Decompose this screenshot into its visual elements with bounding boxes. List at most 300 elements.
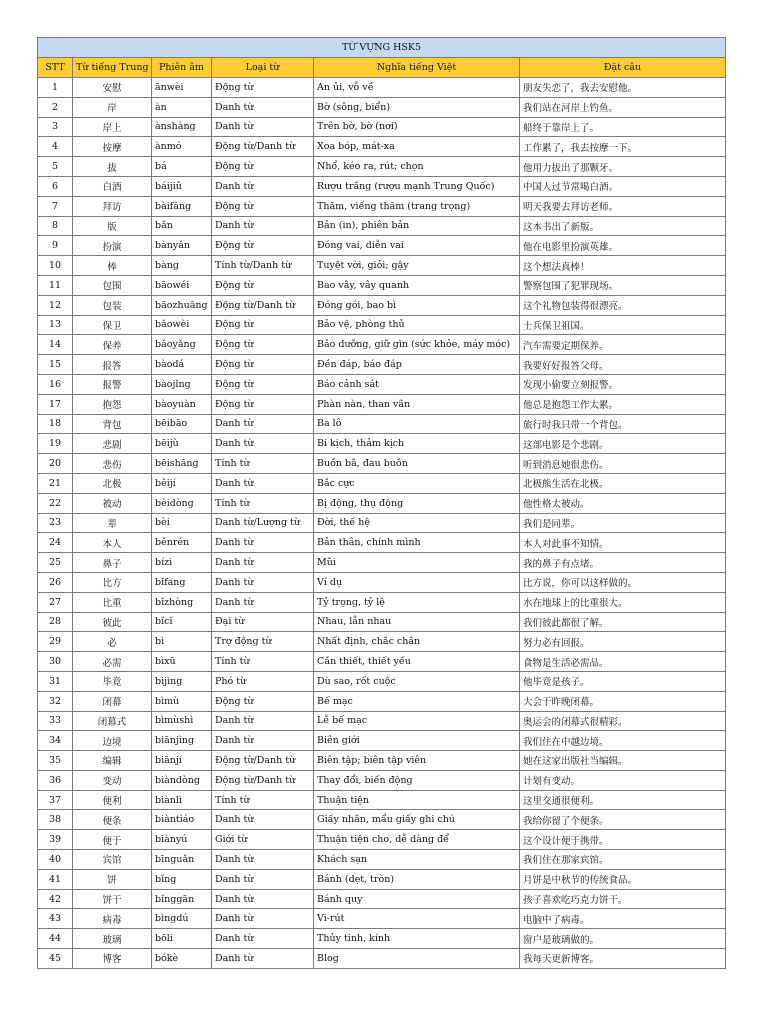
cell-example-sentence: 我要好好报答父母。 <box>520 355 726 375</box>
cell-chinese-word: 比方 <box>73 572 152 592</box>
cell-stt: 16 <box>38 374 73 394</box>
cell-chinese-word: 棒 <box>73 256 152 276</box>
cell-pinyin: běnrén <box>152 533 212 553</box>
cell-word-type: Tính từ <box>212 493 314 513</box>
cell-word-type: Động từ <box>212 355 314 375</box>
cell-vietnamese-meaning: Bảo dưỡng, giữ gìn (sức khỏe, máy móc) <box>314 335 520 355</box>
cell-stt: 39 <box>38 830 73 850</box>
cell-word-type: Danh từ/Lượng từ <box>212 513 314 533</box>
cell-chinese-word: 扮演 <box>73 236 152 256</box>
cell-example-sentence: 计划有变动。 <box>520 770 726 790</box>
cell-pinyin: ànmó <box>152 137 212 157</box>
cell-example-sentence: 他用力拔出了那颗牙。 <box>520 157 726 177</box>
cell-chinese-word: 白酒 <box>73 176 152 196</box>
cell-stt: 12 <box>38 295 73 315</box>
cell-vietnamese-meaning: Thuận tiện <box>314 790 520 810</box>
cell-word-type: Động từ <box>212 394 314 414</box>
cell-vietnamese-meaning: Nhổ, kéo ra, rút; chọn <box>314 157 520 177</box>
cell-stt: 45 <box>38 949 73 969</box>
table-row <box>38 652 726 672</box>
cell-pinyin: bàng <box>152 256 212 276</box>
table-row <box>38 236 726 256</box>
cell-vietnamese-meaning: Đóng vai, diễn vai <box>314 236 520 256</box>
cell-vietnamese-meaning: Nhau, lẫn nhau <box>314 612 520 632</box>
cell-word-type: Động từ <box>212 315 314 335</box>
cell-word-type: Danh từ <box>212 533 314 553</box>
cell-pinyin: bāowéi <box>152 275 212 295</box>
table-row <box>38 751 726 771</box>
cell-pinyin: bàoyuàn <box>152 394 212 414</box>
cell-vietnamese-meaning: Biên giới <box>314 731 520 751</box>
cell-stt: 5 <box>38 157 73 177</box>
cell-word-type: Tính từ <box>212 790 314 810</box>
cell-word-type: Động từ <box>212 691 314 711</box>
cell-vietnamese-meaning: Dù sao, rốt cuộc <box>314 671 520 691</box>
cell-example-sentence: 船终于靠岸上了。 <box>520 117 726 137</box>
cell-pinyin: bànyǎn <box>152 236 212 256</box>
cell-word-type: Phó từ <box>212 671 314 691</box>
cell-example-sentence: 我们住在那家宾馆。 <box>520 850 726 870</box>
cell-pinyin: bǎowèi <box>152 315 212 335</box>
header-word-type: Loại từ <box>212 58 314 78</box>
cell-vietnamese-meaning: Bản thân, chính mình <box>314 533 520 553</box>
cell-chinese-word: 便利 <box>73 790 152 810</box>
cell-pinyin: bì <box>152 632 212 652</box>
cell-vietnamese-meaning: Ví dụ <box>314 572 520 592</box>
cell-vietnamese-meaning: Vi-rút <box>314 909 520 929</box>
cell-vietnamese-meaning: Biên tập; biên tập viên <box>314 751 520 771</box>
cell-stt: 38 <box>38 810 73 830</box>
cell-stt: 1 <box>38 78 73 98</box>
cell-vietnamese-meaning: Cần thiết, thiết yếu <box>314 652 520 672</box>
header-chinese-word: Từ tiếng Trung <box>73 58 152 78</box>
cell-vietnamese-meaning: Phàn nàn, than vãn <box>314 394 520 414</box>
table-row <box>38 117 726 137</box>
cell-chinese-word: 按摩 <box>73 137 152 157</box>
cell-chinese-word: 拜访 <box>73 196 152 216</box>
cell-example-sentence: 她在这家出版社当编辑。 <box>520 751 726 771</box>
cell-pinyin: bìmù <box>152 691 212 711</box>
cell-stt: 4 <box>38 137 73 157</box>
table-row <box>38 731 726 751</box>
table-row <box>38 414 726 434</box>
cell-word-type: Động từ <box>212 236 314 256</box>
cell-stt: 27 <box>38 592 73 612</box>
cell-chinese-word: 辈 <box>73 513 152 533</box>
header-example-sentence: Đặt câu <box>520 58 726 78</box>
table-row <box>38 889 726 909</box>
cell-vietnamese-meaning: Đời, thế hệ <box>314 513 520 533</box>
cell-word-type: Danh từ <box>212 117 314 137</box>
cell-word-type: Danh từ <box>212 731 314 751</box>
cell-stt: 15 <box>38 355 73 375</box>
cell-chinese-word: 边境 <box>73 731 152 751</box>
cell-stt: 22 <box>38 493 73 513</box>
cell-vietnamese-meaning: Thăm, viếng thăm (trang trọng) <box>314 196 520 216</box>
cell-example-sentence: 食物是生活必需品。 <box>520 652 726 672</box>
vocabulary-table <box>37 37 726 969</box>
cell-stt: 10 <box>38 256 73 276</box>
cell-pinyin: ànshàng <box>152 117 212 137</box>
cell-word-type: Động từ <box>212 275 314 295</box>
cell-example-sentence: 警察包围了犯罪现场。 <box>520 275 726 295</box>
cell-example-sentence: 他毕竟是孩子。 <box>520 671 726 691</box>
table-row <box>38 315 726 335</box>
cell-chinese-word: 拔 <box>73 157 152 177</box>
cell-example-sentence: 努力必有回报。 <box>520 632 726 652</box>
cell-word-type: Động từ/Danh từ <box>212 137 314 157</box>
cell-pinyin: biānjí <box>152 751 212 771</box>
cell-word-type: Danh từ <box>212 414 314 434</box>
cell-word-type: Danh từ <box>212 176 314 196</box>
table-row <box>38 850 726 870</box>
cell-stt: 43 <box>38 909 73 929</box>
cell-stt: 40 <box>38 850 73 870</box>
cell-example-sentence: 我的鼻子有点堵。 <box>520 553 726 573</box>
cell-chinese-word: 宾馆 <box>73 850 152 870</box>
cell-stt: 17 <box>38 394 73 414</box>
cell-stt: 29 <box>38 632 73 652</box>
cell-pinyin: bìngdú <box>152 909 212 929</box>
cell-pinyin: bìxū <box>152 652 212 672</box>
table-row <box>38 256 726 276</box>
cell-vietnamese-meaning: Lễ bế mạc <box>314 711 520 731</box>
table-row <box>38 632 726 652</box>
cell-stt: 42 <box>38 889 73 909</box>
cell-chinese-word: 必需 <box>73 652 152 672</box>
cell-chinese-word: 被动 <box>73 493 152 513</box>
cell-pinyin: bǐzhòng <box>152 592 212 612</box>
cell-vietnamese-meaning: Bi kịch, thảm kịch <box>314 434 520 454</box>
cell-pinyin: bēishāng <box>152 454 212 474</box>
cell-word-type: Động từ/Danh từ <box>212 770 314 790</box>
cell-example-sentence: 比方说，你可以这样做的。 <box>520 572 726 592</box>
cell-vietnamese-meaning: Bị động, thụ động <box>314 493 520 513</box>
table-title: TỪ VỰNG HSK5 <box>38 38 726 58</box>
table-row <box>38 335 726 355</box>
cell-stt: 41 <box>38 869 73 889</box>
cell-vietnamese-meaning: Blog <box>314 949 520 969</box>
cell-vietnamese-meaning: Bế mạc <box>314 691 520 711</box>
table-row <box>38 572 726 592</box>
cell-chinese-word: 闭幕 <box>73 691 152 711</box>
cell-example-sentence: 这个设计便于携带。 <box>520 830 726 850</box>
cell-chinese-word: 悲伤 <box>73 454 152 474</box>
cell-example-sentence: 大会于昨晚闭幕。 <box>520 691 726 711</box>
cell-vietnamese-meaning: Buồn bã, đau buồn <box>314 454 520 474</box>
table-row <box>38 295 726 315</box>
cell-stt: 23 <box>38 513 73 533</box>
cell-vietnamese-meaning: Thủy tinh, kính <box>314 929 520 949</box>
cell-pinyin: bàodá <box>152 355 212 375</box>
table-row <box>38 355 726 375</box>
cell-pinyin: běijí <box>152 473 212 493</box>
cell-chinese-word: 病毒 <box>73 909 152 929</box>
cell-word-type: Danh từ <box>212 869 314 889</box>
table-row <box>38 790 726 810</box>
cell-word-type: Danh từ <box>212 889 314 909</box>
cell-chinese-word: 保卫 <box>73 315 152 335</box>
cell-chinese-word: 闭幕式 <box>73 711 152 731</box>
cell-chinese-word: 版 <box>73 216 152 236</box>
table-body <box>38 78 726 969</box>
cell-example-sentence: 孩子喜欢吃巧克力饼干。 <box>520 889 726 909</box>
cell-pinyin: biàntiáo <box>152 810 212 830</box>
cell-word-type: Giới từ <box>212 830 314 850</box>
cell-vietnamese-meaning: Bắc cực <box>314 473 520 493</box>
cell-example-sentence: 我们是同辈。 <box>520 513 726 533</box>
table-row <box>38 97 726 117</box>
cell-word-type: Danh từ <box>212 909 314 929</box>
cell-example-sentence: 这个想法真棒！ <box>520 256 726 276</box>
cell-pinyin: bìmùshì <box>152 711 212 731</box>
cell-chinese-word: 便于 <box>73 830 152 850</box>
cell-vietnamese-meaning: Thay đổi, biến động <box>314 770 520 790</box>
cell-pinyin: bǎoyǎng <box>152 335 212 355</box>
cell-vietnamese-meaning: Trên bờ, bờ (nơi) <box>314 117 520 137</box>
cell-stt: 21 <box>38 473 73 493</box>
cell-pinyin: bīnguǎn <box>152 850 212 870</box>
cell-pinyin: bèi <box>152 513 212 533</box>
cell-example-sentence: 我们站在河岸上钓鱼。 <box>520 97 726 117</box>
table-row <box>38 869 726 889</box>
cell-chinese-word: 抱怨 <box>73 394 152 414</box>
cell-pinyin: bìjìng <box>152 671 212 691</box>
cell-vietnamese-meaning: Mũi <box>314 553 520 573</box>
cell-example-sentence: 本人对此事不知情。 <box>520 533 726 553</box>
cell-example-sentence: 旅行时我只带一个背包。 <box>520 414 726 434</box>
cell-pinyin: biānjìng <box>152 731 212 751</box>
cell-word-type: Danh từ <box>212 592 314 612</box>
cell-vietnamese-meaning: Bánh (dẹt, tròn) <box>314 869 520 889</box>
cell-vietnamese-meaning: Giấy nhắn, mẩu giấy ghi chú <box>314 810 520 830</box>
cell-vietnamese-meaning: Bảo vệ, phòng thủ <box>314 315 520 335</box>
table-row <box>38 216 726 236</box>
cell-pinyin: bēijù <box>152 434 212 454</box>
table-row <box>38 157 726 177</box>
cell-stt: 13 <box>38 315 73 335</box>
cell-stt: 14 <box>38 335 73 355</box>
cell-word-type: Danh từ <box>212 97 314 117</box>
table-row <box>38 929 726 949</box>
cell-word-type: Danh từ <box>212 473 314 493</box>
cell-example-sentence: 窗户是玻璃做的。 <box>520 929 726 949</box>
table-row <box>38 553 726 573</box>
cell-pinyin: bèidòng <box>152 493 212 513</box>
cell-vietnamese-meaning: Bản (in), phiên bản <box>314 216 520 236</box>
cell-stt: 34 <box>38 731 73 751</box>
cell-word-type: Danh từ <box>212 216 314 236</box>
cell-example-sentence: 这本书出了新版。 <box>520 216 726 236</box>
header-vietnamese-meaning: Nghĩa tiếng Việt <box>314 58 520 78</box>
table-row <box>38 137 726 157</box>
cell-stt: 30 <box>38 652 73 672</box>
table-row <box>38 394 726 414</box>
cell-chinese-word: 便条 <box>73 810 152 830</box>
cell-example-sentence: 士兵保卫祖国。 <box>520 315 726 335</box>
cell-stt: 8 <box>38 216 73 236</box>
cell-word-type: Động từ/Danh từ <box>212 751 314 771</box>
cell-vietnamese-meaning: Đền đáp, báo đáp <box>314 355 520 375</box>
cell-stt: 2 <box>38 97 73 117</box>
cell-word-type: Danh từ <box>212 711 314 731</box>
cell-pinyin: biànyú <box>152 830 212 850</box>
cell-word-type: Đại từ <box>212 612 314 632</box>
cell-stt: 3 <box>38 117 73 137</box>
cell-pinyin: bǐnggān <box>152 889 212 909</box>
cell-pinyin: báijiǔ <box>152 176 212 196</box>
table-row <box>38 473 726 493</box>
cell-example-sentence: 这里交通很便利。 <box>520 790 726 810</box>
cell-example-sentence: 听到消息她很悲伤。 <box>520 454 726 474</box>
cell-example-sentence: 奥运会的闭幕式很精彩。 <box>520 711 726 731</box>
cell-pinyin: bá <box>152 157 212 177</box>
cell-stt: 26 <box>38 572 73 592</box>
cell-vietnamese-meaning: Rượu trắng (rượu mạnh Trung Quốc) <box>314 176 520 196</box>
cell-example-sentence: 我给你留了个便条。 <box>520 810 726 830</box>
cell-stt: 31 <box>38 671 73 691</box>
table-row <box>38 275 726 295</box>
cell-vietnamese-meaning: Nhất định, chắc chắn <box>314 632 520 652</box>
cell-word-type: Trợ động từ <box>212 632 314 652</box>
cell-word-type: Danh từ <box>212 949 314 969</box>
cell-pinyin: bàifǎng <box>152 196 212 216</box>
table-row <box>38 434 726 454</box>
table-row <box>38 612 726 632</box>
table-row <box>38 830 726 850</box>
cell-pinyin: bízi <box>152 553 212 573</box>
cell-chinese-word: 保养 <box>73 335 152 355</box>
cell-example-sentence: 明天我要去拜访老师。 <box>520 196 726 216</box>
cell-stt: 33 <box>38 711 73 731</box>
cell-stt: 44 <box>38 929 73 949</box>
header-pinyin: Phiên âm <box>152 58 212 78</box>
cell-word-type: Động từ <box>212 78 314 98</box>
cell-pinyin: biànlì <box>152 790 212 810</box>
cell-stt: 9 <box>38 236 73 256</box>
cell-word-type: Danh từ <box>212 553 314 573</box>
cell-pinyin: bāozhuāng <box>152 295 212 315</box>
cell-vietnamese-meaning: Báo cảnh sát <box>314 374 520 394</box>
cell-chinese-word: 本人 <box>73 533 152 553</box>
cell-word-type: Danh từ <box>212 850 314 870</box>
table-row <box>38 493 726 513</box>
cell-chinese-word: 博客 <box>73 949 152 969</box>
cell-chinese-word: 鼻子 <box>73 553 152 573</box>
cell-pinyin: bǐng <box>152 869 212 889</box>
cell-chinese-word: 比重 <box>73 592 152 612</box>
cell-chinese-word: 安慰 <box>73 78 152 98</box>
cell-example-sentence: 这个礼物包装得很漂亮。 <box>520 295 726 315</box>
cell-example-sentence: 工作累了，我去按摩一下。 <box>520 137 726 157</box>
cell-vietnamese-meaning: Tuyệt vời, giỏi; gậy <box>314 256 520 276</box>
header-row <box>38 58 726 78</box>
cell-pinyin: bǐfang <box>152 572 212 592</box>
cell-word-type: Tính từ/Danh từ <box>212 256 314 276</box>
cell-vietnamese-meaning: Đóng gói, bao bì <box>314 295 520 315</box>
cell-example-sentence: 他总是抱怨工作太累。 <box>520 394 726 414</box>
table-row <box>38 374 726 394</box>
table-row <box>38 78 726 98</box>
cell-stt: 19 <box>38 434 73 454</box>
table-row <box>38 909 726 929</box>
cell-stt: 35 <box>38 751 73 771</box>
table-row <box>38 592 726 612</box>
cell-word-type: Động từ/Danh từ <box>212 295 314 315</box>
cell-example-sentence: 电脑中了病毒。 <box>520 909 726 929</box>
cell-stt: 25 <box>38 553 73 573</box>
cell-vietnamese-meaning: An ủi, vỗ về <box>314 78 520 98</box>
cell-word-type: Danh từ <box>212 572 314 592</box>
cell-stt: 7 <box>38 196 73 216</box>
cell-stt: 6 <box>38 176 73 196</box>
cell-example-sentence: 这部电影是个悲剧。 <box>520 434 726 454</box>
cell-stt: 37 <box>38 790 73 810</box>
cell-stt: 36 <box>38 770 73 790</box>
cell-pinyin: ānwèi <box>152 78 212 98</box>
cell-chinese-word: 包围 <box>73 275 152 295</box>
cell-word-type: Danh từ <box>212 434 314 454</box>
cell-chinese-word: 必 <box>73 632 152 652</box>
cell-stt: 20 <box>38 454 73 474</box>
cell-chinese-word: 变动 <box>73 770 152 790</box>
cell-vietnamese-meaning: Bờ (sông, biển) <box>314 97 520 117</box>
cell-example-sentence: 他性格太被动。 <box>520 493 726 513</box>
cell-example-sentence: 中国人过节常喝白酒。 <box>520 176 726 196</box>
cell-word-type: Danh từ <box>212 810 314 830</box>
cell-pinyin: àn <box>152 97 212 117</box>
cell-example-sentence: 北极熊生活在北极。 <box>520 473 726 493</box>
cell-chinese-word: 编辑 <box>73 751 152 771</box>
cell-chinese-word: 玻璃 <box>73 929 152 949</box>
cell-stt: 18 <box>38 414 73 434</box>
table-row <box>38 691 726 711</box>
cell-chinese-word: 饼 <box>73 869 152 889</box>
cell-chinese-word: 报答 <box>73 355 152 375</box>
table-row <box>38 770 726 790</box>
cell-example-sentence: 水在地球上的比重很大。 <box>520 592 726 612</box>
cell-example-sentence: 我每天更新博客。 <box>520 949 726 969</box>
cell-word-type: Động từ <box>212 196 314 216</box>
cell-word-type: Danh từ <box>212 929 314 949</box>
cell-word-type: Động từ <box>212 157 314 177</box>
cell-stt: 32 <box>38 691 73 711</box>
cell-chinese-word: 悲剧 <box>73 434 152 454</box>
cell-vietnamese-meaning: Xoa bóp, mát-xa <box>314 137 520 157</box>
cell-example-sentence: 发现小偷要立刻报警。 <box>520 374 726 394</box>
table-row <box>38 949 726 969</box>
cell-pinyin: bókè <box>152 949 212 969</box>
cell-example-sentence: 我们住在中越边境。 <box>520 731 726 751</box>
cell-example-sentence: 汽车需要定期保养。 <box>520 335 726 355</box>
table-row <box>38 810 726 830</box>
cell-example-sentence: 他在电影里扮演英雄。 <box>520 236 726 256</box>
cell-vietnamese-meaning: Tỷ trọng, tỷ lệ <box>314 592 520 612</box>
cell-chinese-word: 彼此 <box>73 612 152 632</box>
header-stt: STT <box>38 58 73 78</box>
table-row <box>38 513 726 533</box>
cell-stt: 28 <box>38 612 73 632</box>
cell-word-type: Động từ <box>212 335 314 355</box>
cell-word-type: Động từ <box>212 374 314 394</box>
cell-chinese-word: 饼干 <box>73 889 152 909</box>
cell-chinese-word: 报警 <box>73 374 152 394</box>
cell-word-type: Tính từ <box>212 652 314 672</box>
cell-chinese-word: 毕竟 <box>73 671 152 691</box>
cell-pinyin: bōli <box>152 929 212 949</box>
cell-pinyin: bǎn <box>152 216 212 236</box>
cell-stt: 11 <box>38 275 73 295</box>
